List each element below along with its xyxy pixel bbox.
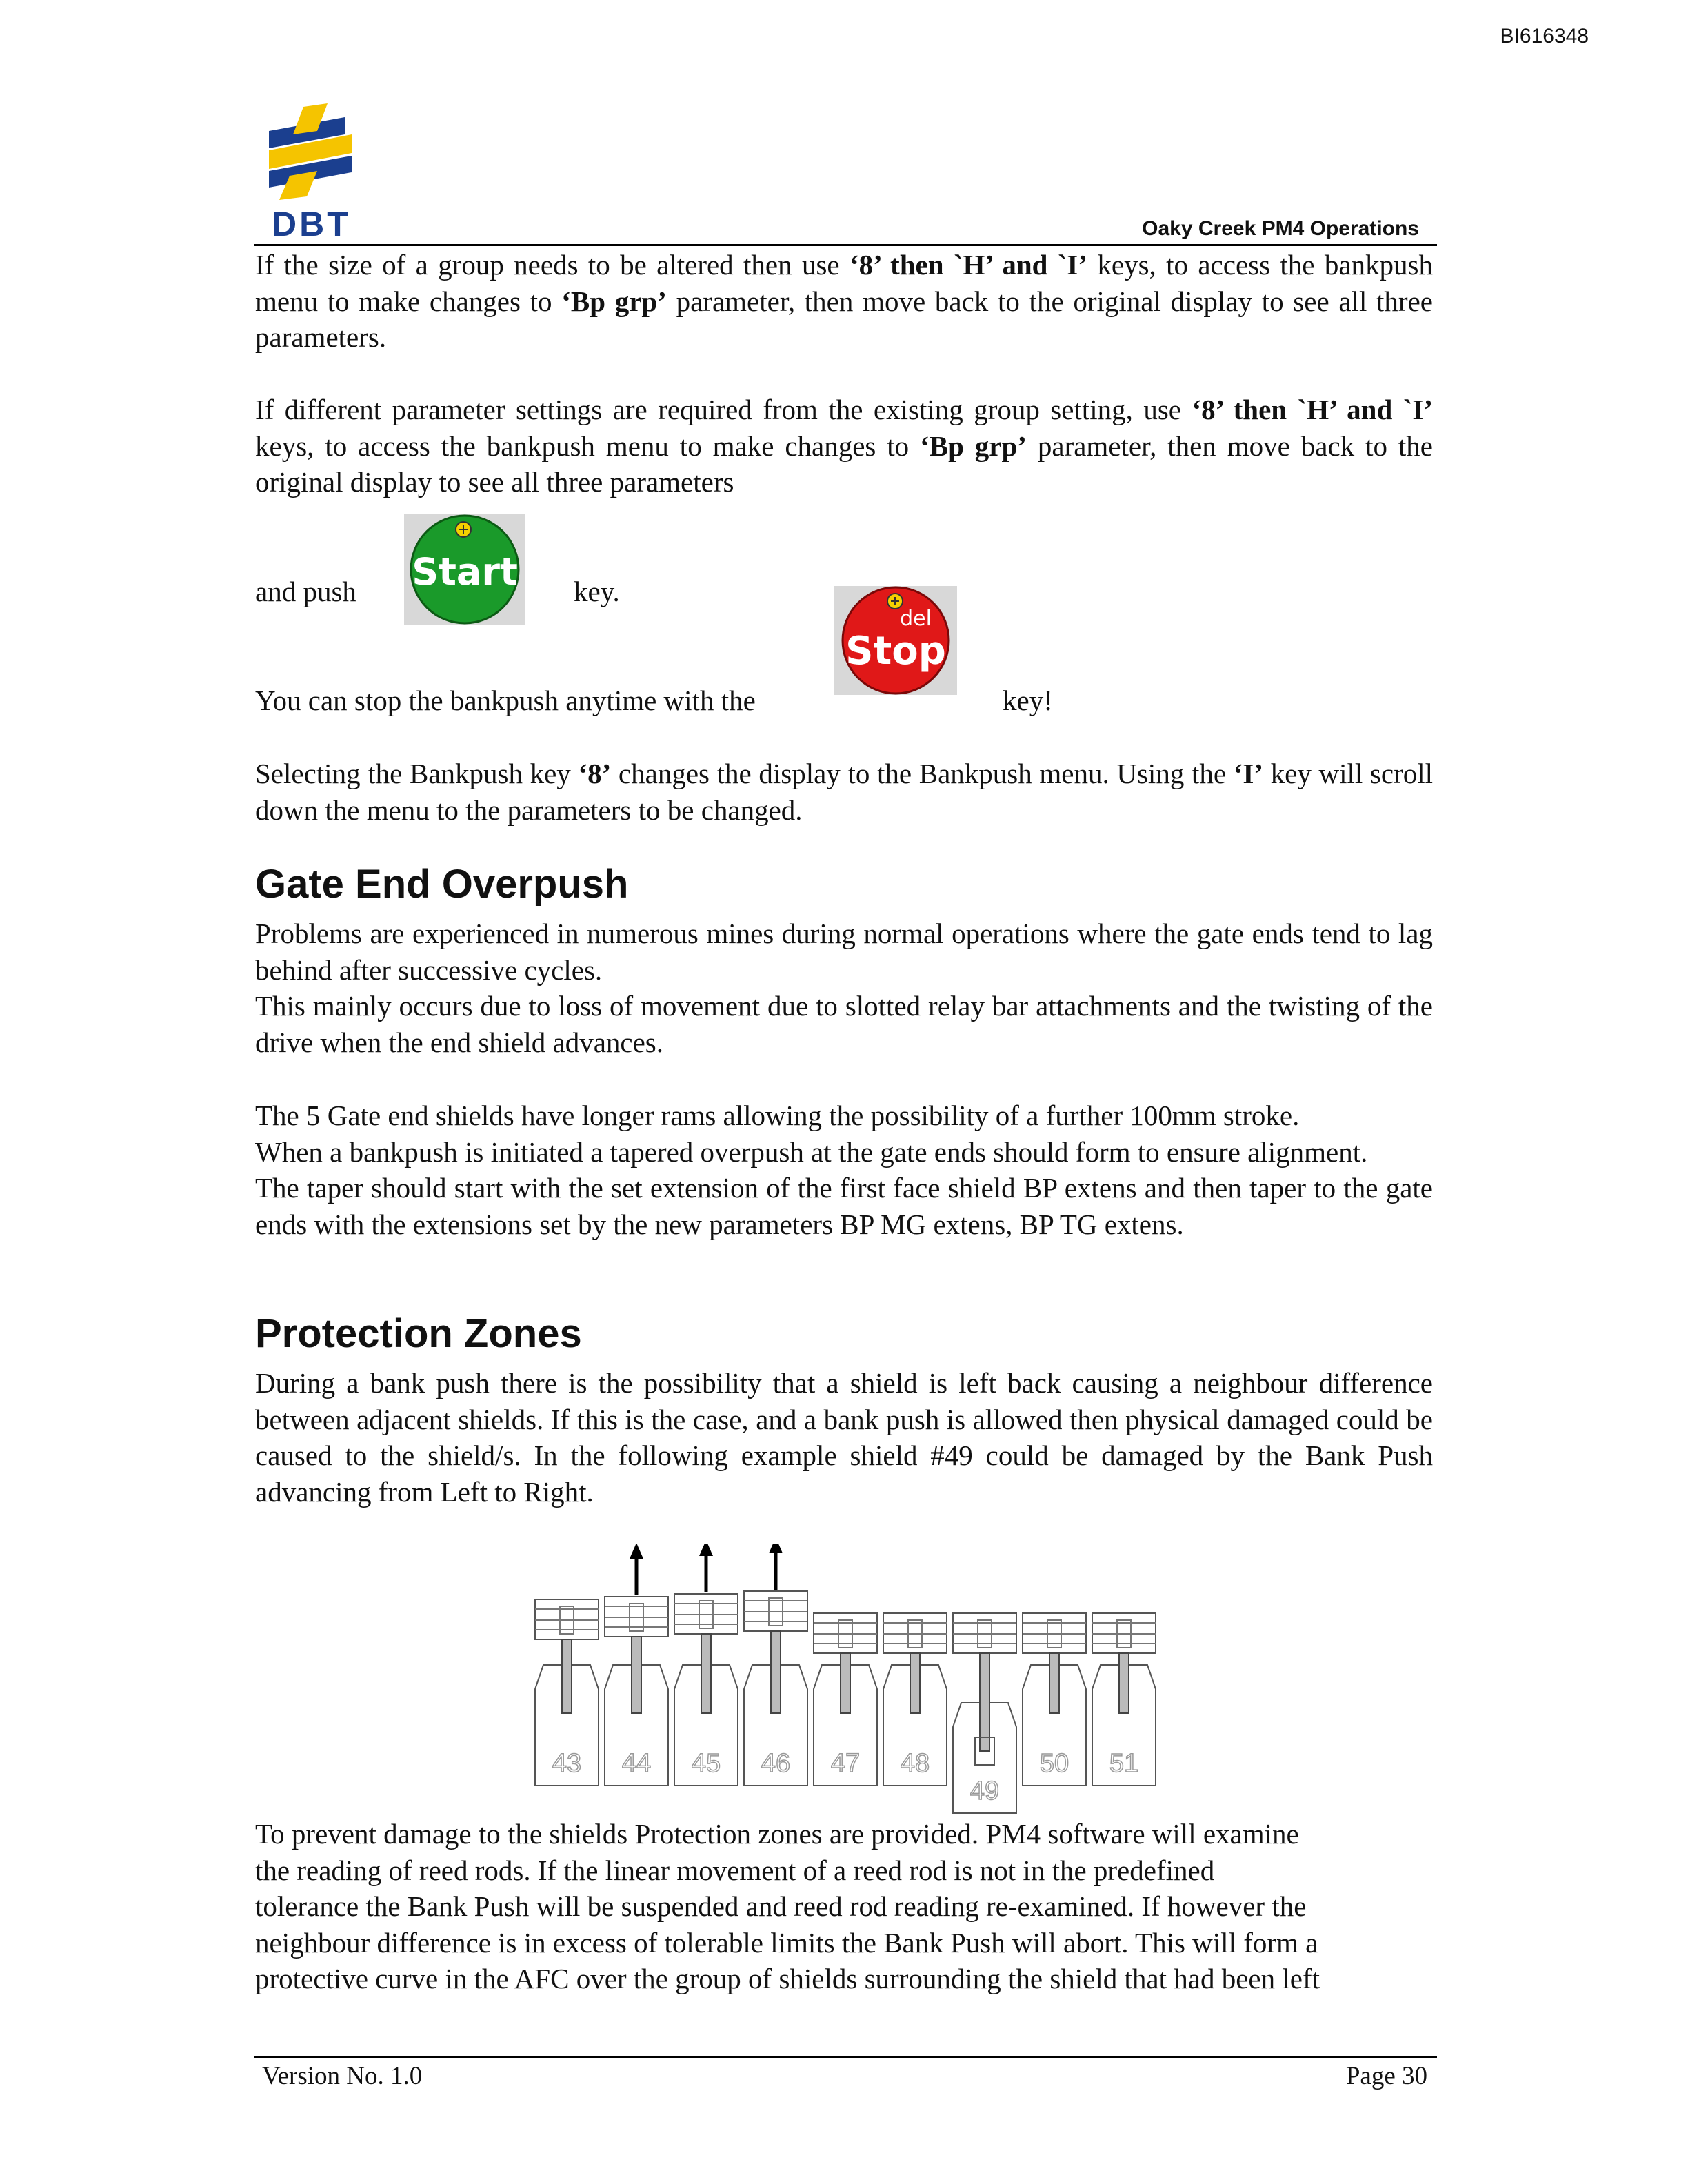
relay-bar [1119, 1653, 1129, 1713]
section-protection-zones [255, 1310, 1433, 1358]
shield-number: 48 [900, 1749, 930, 1778]
heading-protection-zones: Protection Zones [255, 1311, 582, 1356]
relay-bar [980, 1653, 989, 1751]
protection-p2-line-5: protective curve in the AFC over the group of shields surrounding the shield that had been left [255, 1963, 1320, 1994]
paragraph-group-size: If the size of a group needs to be altered then use ‘8’ then `H’ and `I’ keys, to access the bankpush menu to make changes to ‘Bp grp’ parameter, then move back to the original display to see all three parameters. [255, 249, 1433, 353]
shield-number: 47 [830, 1749, 861, 1778]
stop-key-label: Stop [845, 629, 946, 674]
stop-key-icon [834, 586, 957, 695]
shield-number: 45 [691, 1749, 721, 1778]
relay-bar [701, 1634, 711, 1713]
protection-p1: During a bank push there is the possibility that a shield is left back causing a neighbour difference between adjacent shields. If this is the case, and a bank push is allowed then physical damaged could be caused to the shield/s. In the following example shield #49 could be damaged by the Bank Push advancing from Left to Right. [255, 1367, 1433, 1508]
protection-p2-line-4: neighbour difference is in excess of tolerable limits the Bank Push will abort. This will form a [255, 1926, 1318, 1959]
stop-instruction-suffix: key! [1003, 685, 1053, 716]
start-instruction: and push [255, 576, 356, 607]
relay-bar [1049, 1653, 1059, 1713]
shield-number: 50 [1039, 1749, 1069, 1778]
shield-number: 51 [1109, 1749, 1139, 1778]
relay-bar [771, 1631, 781, 1713]
relay-bar [910, 1653, 920, 1713]
logo-wordmark: DBT [272, 205, 351, 243]
section-gate-end-overpush [255, 860, 1433, 909]
protection-zones-paragraph [255, 1365, 1433, 1510]
header-title: Oaky Creek PM4 Operations [1142, 217, 1419, 240]
footer-rule [254, 2056, 1437, 2058]
stop-instruction: You can stop the bankpush anytime with the [255, 685, 756, 716]
start-key-icon [404, 514, 525, 625]
gate-end-p2: This mainly occurs due to loss of movement due to slotted relay bar attachments and the twisting of the drive when the end shield advances. [255, 990, 1433, 1058]
paragraph-parameter-settings: If different parameter settings are required from the existing group setting, use ‘8’ then `H’ and `I’ keys, to access the bankpush menu to make changes to ‘Bp grp’ parameter, then move back to the original display to see all three parameters [255, 394, 1433, 498]
relay-bar [841, 1653, 850, 1713]
advance-arrow-head [699, 1544, 713, 1556]
gate-end-p4: When a bankpush is initiated a tapered overpush at the gate ends should form to ensure alignment. [255, 1135, 1368, 1168]
advance-arrow-head [630, 1544, 643, 1559]
heading-gate-end-overpush: Gate End Overpush [255, 862, 629, 907]
protection-p2-line-3: tolerance the Bank Push will be suspended and reed rod reading re-examined. If however the [255, 1890, 1307, 1922]
protection-p2-line-1: To prevent damage to the shields Protection zones are provided. PM4 software will examine [255, 1818, 1299, 1850]
document-id: BI616348 [1500, 25, 1589, 48]
advance-arrow-head [769, 1544, 783, 1553]
dbt-logo [262, 103, 372, 241]
shield-number: 46 [761, 1749, 791, 1778]
protection-p2-line-2: the reading of reed rods. If the linear movement of a reed rod is not in the predefined [255, 1854, 1215, 1886]
stop-key-sublabel: del [900, 607, 932, 631]
footer-version: Version No. 1.0 [262, 2062, 423, 2090]
start-key-label: Start [412, 550, 518, 594]
gate-end-p5: The taper should start with the set extension of the first face shield BP extens and then taper to the gate ends with the extensions set by the new parameters BP MG extens, BP TG extens. [255, 1172, 1433, 1240]
gate-end-paragraphs [255, 916, 1433, 1060]
header-rule [254, 244, 1437, 246]
gate-end-p3: The 5 Gate end shields have longer rams allowing the possibility of a further 100mm stroke. [255, 1100, 1300, 1131]
relay-bar [632, 1637, 641, 1713]
gate-end-paragraphs-2 [255, 1098, 1433, 1242]
footer-page-number: Page 30 [1345, 2062, 1427, 2090]
start-instruction-suffix: key. [574, 576, 620, 607]
shield-diagram [524, 1544, 1172, 1820]
gate-end-p1: Problems are experienced in numerous mines during normal operations where the gate ends tend to lag behind after successive cycles. [255, 918, 1433, 986]
protection-p2 [255, 1816, 1433, 1997]
relay-bar [562, 1639, 572, 1713]
paragraph-bankpush-key: Selecting the Bankpush key ‘8’ changes the display to the Bankpush menu. Using the ‘I’ key will scroll down the menu to the parameters to be changed. [255, 758, 1434, 826]
shield-number: 44 [621, 1749, 652, 1778]
shield-number: 43 [552, 1749, 582, 1778]
shield-number: 49 [969, 1777, 1000, 1806]
